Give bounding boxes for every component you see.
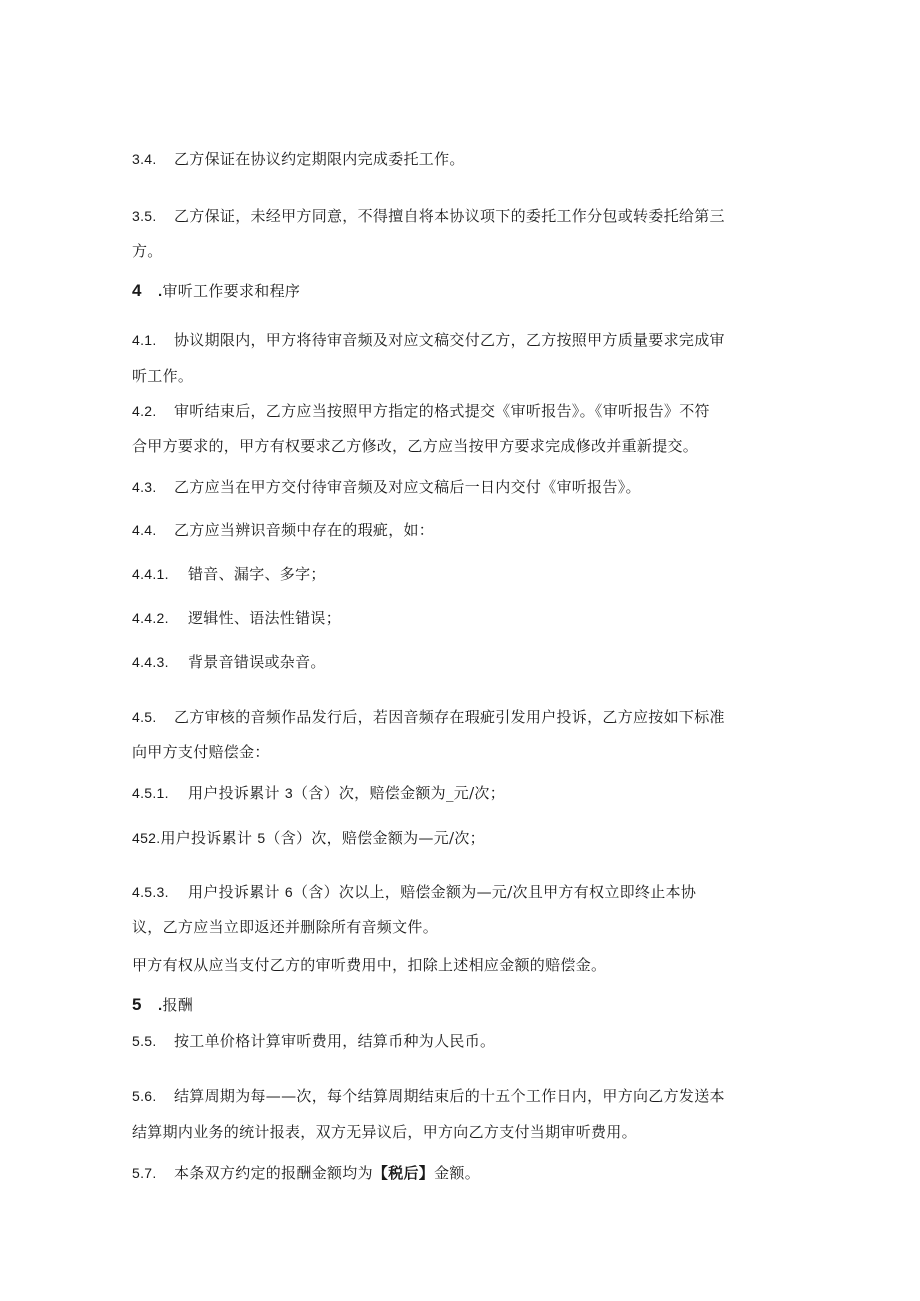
clause-number: 4.3.	[132, 479, 157, 495]
clause-5-6-continuation	[132, 1122, 637, 1142]
clause-text: 向甲方支付赔偿金：	[132, 743, 270, 761]
clause-3-5-continuation	[132, 241, 163, 261]
clause-text: 逻辑性、语法性错误；	[188, 609, 342, 627]
section-number: 5	[132, 995, 142, 1014]
clause-text: 按工单价格计算审听费用，结算币种为人民币。	[174, 1032, 496, 1050]
count-value: 6	[284, 884, 293, 900]
clause-number: 4.4.3.	[132, 654, 169, 670]
clause-4-3	[132, 477, 641, 497]
clause-emphasis: 【税后】	[372, 1164, 435, 1182]
clause-4-5-3-continuation	[132, 917, 438, 937]
clause-number: 4.5.	[132, 709, 157, 725]
clause-4-5-continuation	[132, 742, 270, 762]
clause-4-5-2	[132, 828, 485, 848]
clause-4-4-1	[132, 564, 326, 584]
clause-text: 用户投诉累计	[188, 784, 285, 802]
clause-text: 乙方保证，未经甲方同意，不得擅自将本协议项下的委托工作分包或转委托给第三	[174, 207, 725, 225]
clause-text: 合甲方要求的，甲方有权要求乙方修改，乙方应当按甲方要求完成修改并重新提交。	[132, 437, 699, 455]
clause-4-5	[132, 707, 725, 727]
clause-4-4-3	[132, 652, 326, 672]
clause-text: 甲方有权从应当支付乙方的审听费用中，扣除上述相应金额的赔偿金。	[132, 956, 607, 974]
clause-text: 审听结束后，乙方应当按照甲方指定的格式提交《审听报告》。《审听报告》不符	[174, 402, 710, 420]
clause-text: 本条双方约定的报酬金额均为	[174, 1164, 373, 1182]
clause-text: （含）次以上，赔偿金额为—元/次且甲方有权立即终止本协	[292, 883, 697, 901]
section-number: 4	[132, 281, 142, 300]
clause-number: 4.2.	[132, 403, 157, 419]
clause-number: 4.4.	[132, 522, 157, 538]
clause-number: 4.4.1.	[132, 566, 169, 582]
clause-4-1-continuation	[132, 366, 193, 386]
clause-text: 用户投诉累计	[160, 829, 258, 847]
clause-text: （含）次，赔偿金额为—元/次；	[265, 829, 485, 847]
clause-5-6	[132, 1086, 725, 1106]
clause-text: 议，乙方应当立即返还并删除所有音频文件。	[132, 918, 439, 936]
clause-text: 金额。	[434, 1164, 481, 1182]
clause-text: 乙方应当辨识音频中存在的瑕疵，如：	[174, 521, 435, 539]
clause-number: 452.	[132, 830, 161, 846]
clause-4-4-2	[132, 608, 341, 628]
section-title: 报酬	[162, 996, 194, 1014]
section-dot: .	[158, 283, 163, 300]
clause-4-2	[132, 401, 710, 421]
clause-4-5-1	[132, 783, 505, 803]
clause-4-1	[132, 330, 725, 350]
clause-text: 乙方保证在协议约定期限内完成委托工作。	[174, 150, 465, 168]
count-value: 3	[284, 785, 293, 801]
clause-5-5	[132, 1031, 495, 1051]
clause-number: 3.4.	[132, 151, 157, 167]
clause-4-4	[132, 520, 434, 540]
clause-number: 4.1.	[132, 332, 157, 348]
clause-number: 4.5.1.	[132, 785, 169, 801]
clause-number: 3.5.	[132, 208, 157, 224]
clause-text: 错音、漏字、多字；	[188, 565, 326, 583]
section-dot: .	[158, 997, 163, 1014]
clause-5-7	[132, 1163, 480, 1183]
clause-text: 协议期限内，甲方将待审音频及对应文稿交付乙方，乙方按照甲方质量要求完成审	[174, 331, 725, 349]
clause-number: 5.5.	[132, 1033, 157, 1049]
section-title: 审听工作要求和程序	[162, 282, 301, 300]
clause-4-2-continuation	[132, 436, 698, 456]
section-heading-5	[132, 995, 193, 1016]
clause-number: 4.5.3.	[132, 884, 169, 900]
clause-text: 用户投诉累计	[188, 883, 285, 901]
clause-number: 4.4.2.	[132, 610, 169, 626]
clause-text: 方。	[132, 242, 163, 260]
clause-number: 5.6.	[132, 1088, 157, 1104]
clause-4-5-3	[132, 882, 696, 902]
clause-text: 结算周期为每——次，每个结算周期结束后的十五个工作日内，甲方向乙方发送本	[174, 1087, 725, 1105]
clause-text: 乙方应当在甲方交付待审音频及对应文稿后一日内交付《审听报告》。	[174, 478, 641, 496]
clause-text: 乙方审核的音频作品发行后，若因音频存在瑕疵引发用户投诉，乙方应按如下标准	[174, 708, 725, 726]
section-heading-4	[132, 281, 300, 302]
clause-3-5	[132, 206, 725, 226]
clause-number: 5.7.	[132, 1165, 157, 1181]
clause-text: 结算期内业务的统计报表，双方无异议后，甲方向乙方支付当期审听费用。	[132, 1123, 637, 1141]
clause-3-4	[132, 149, 465, 169]
clause-text: 背景音错误或杂音。	[188, 653, 326, 671]
clause-text: （含）次，赔偿金额为_元/次；	[292, 784, 506, 802]
clause-4-5-3-note	[132, 955, 606, 975]
count-value: 5	[257, 830, 266, 846]
clause-text: 听工作。	[132, 367, 194, 385]
